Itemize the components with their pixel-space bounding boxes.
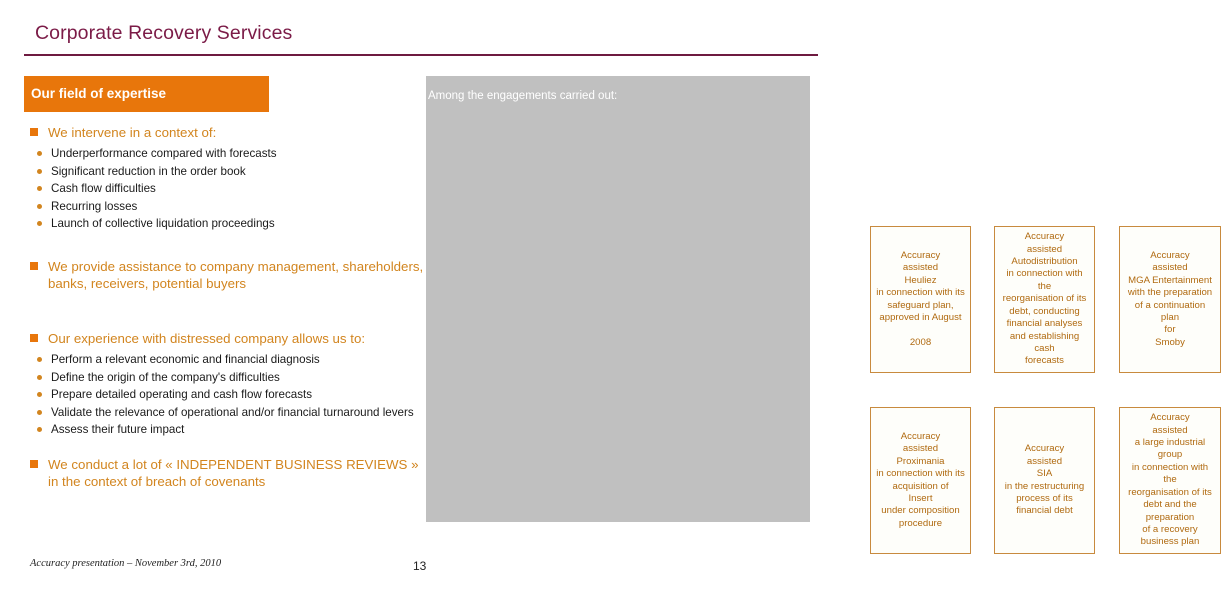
square-bullet-icon bbox=[30, 262, 38, 270]
section-heading bbox=[30, 330, 430, 347]
list-item-label: Cash flow difficulties bbox=[51, 182, 156, 196]
list-item-label: Perform a relevant economic and financial diagnosis bbox=[51, 353, 320, 366]
page-number: 13 bbox=[413, 559, 427, 573]
engagement-card-sia bbox=[994, 407, 1095, 554]
list-item bbox=[30, 145, 430, 163]
section-heading-label: We intervene in a context of: bbox=[48, 125, 217, 140]
list-item-label: Define the origin of the company's difficulties bbox=[51, 370, 280, 384]
bullet-list-experience bbox=[30, 351, 430, 439]
section-heading-label: We conduct a lot of « INDEPENDENT BUSINESS REVIEWS » in the context of breach of covenants bbox=[48, 457, 419, 489]
section-experience bbox=[30, 330, 430, 439]
dot-bullet-icon bbox=[37, 221, 42, 226]
square-bullet-icon bbox=[30, 460, 38, 468]
square-bullet-icon bbox=[30, 334, 38, 342]
engagement-card-large-industrial-group bbox=[1119, 407, 1221, 554]
list-item-label: Underperformance compared with forecasts bbox=[51, 147, 277, 160]
engagement-card-text: Accuracy assisted Proximania in connection with its acquisition of Insert under composition procedure bbox=[876, 430, 965, 529]
list-item bbox=[30, 163, 430, 181]
section-context bbox=[30, 124, 430, 233]
section-heading bbox=[30, 124, 430, 141]
dot-bullet-icon bbox=[37, 410, 42, 415]
engagements-panel bbox=[426, 76, 1213, 548]
dot-bullet-icon bbox=[37, 427, 42, 432]
dot-bullet-icon bbox=[37, 151, 42, 156]
engagement-card-text: Accuracy assisted a large industrial group in connection with the reorganisation of its debt and the preparation of a recovery business plan bbox=[1128, 412, 1212, 548]
list-item bbox=[30, 215, 430, 233]
list-item-label: Prepare detailed operating and cash flow forecasts bbox=[51, 388, 313, 402]
bullet-list-context bbox=[30, 145, 430, 233]
engagement-card-proximania bbox=[870, 407, 971, 554]
section-ibr bbox=[30, 456, 430, 490]
engagement-card-autodistribution bbox=[994, 226, 1095, 373]
engagement-card-text: Accuracy assisted Autodistribution in connection with the reorganisation of its debt, conducting financial analyses and establishing cash forecasts bbox=[1002, 231, 1087, 367]
footer-note: Accuracy presentation – November 3rd, 2010 bbox=[30, 558, 222, 569]
engagement-card-text: Accuracy assisted MGA Entertainment with the preparation of a continuation plan for Smoby bbox=[1127, 249, 1213, 348]
list-item-label: Assess their future impact bbox=[51, 423, 185, 437]
list-item bbox=[30, 404, 430, 422]
dot-bullet-icon bbox=[37, 186, 42, 191]
engagement-card-text: Accuracy assisted SIA in the restructuring process of its financial debt bbox=[1004, 443, 1085, 517]
dot-bullet-icon bbox=[37, 357, 42, 362]
list-item bbox=[30, 198, 430, 216]
dot-bullet-icon bbox=[37, 392, 42, 397]
expertise-heading-label: Our field of expertise bbox=[31, 86, 167, 101]
expertise-heading-box bbox=[24, 76, 269, 112]
dot-bullet-icon bbox=[37, 169, 42, 174]
list-item-label: Launch of collective liquidation proceedings bbox=[51, 217, 275, 231]
section-heading bbox=[30, 258, 430, 292]
section-heading-label: We provide assistance to company management, shareholders, banks, receivers, potential buyers bbox=[48, 259, 424, 291]
list-item bbox=[30, 180, 430, 198]
title-divider bbox=[24, 54, 818, 56]
dot-bullet-icon bbox=[37, 204, 42, 209]
list-item-label: Recurring losses bbox=[51, 199, 138, 213]
list-item bbox=[30, 386, 430, 404]
engagement-card-heuliez bbox=[870, 226, 971, 373]
list-item-label: Validate the relevance of operational and/or financial turnaround levers bbox=[51, 405, 414, 419]
engagements-panel-title: Among the engagements carried out: bbox=[428, 90, 618, 102]
section-heading-label: Our experience with distressed company allows us to: bbox=[48, 331, 366, 346]
square-bullet-icon bbox=[30, 128, 38, 136]
section-heading bbox=[30, 456, 430, 490]
dot-bullet-icon bbox=[37, 375, 42, 380]
list-item bbox=[30, 369, 430, 387]
engagement-card-mga-entertainment bbox=[1119, 226, 1221, 373]
list-item bbox=[30, 421, 430, 439]
list-item-label: Significant reduction in the order book bbox=[51, 164, 246, 178]
page-title: Corporate Recovery Services bbox=[35, 22, 293, 44]
list-item bbox=[30, 351, 430, 369]
engagement-card-text: Accuracy assisted Heuliez in connection with its safeguard plan, approved in August 2008 bbox=[876, 249, 965, 348]
section-assistance bbox=[30, 258, 430, 292]
